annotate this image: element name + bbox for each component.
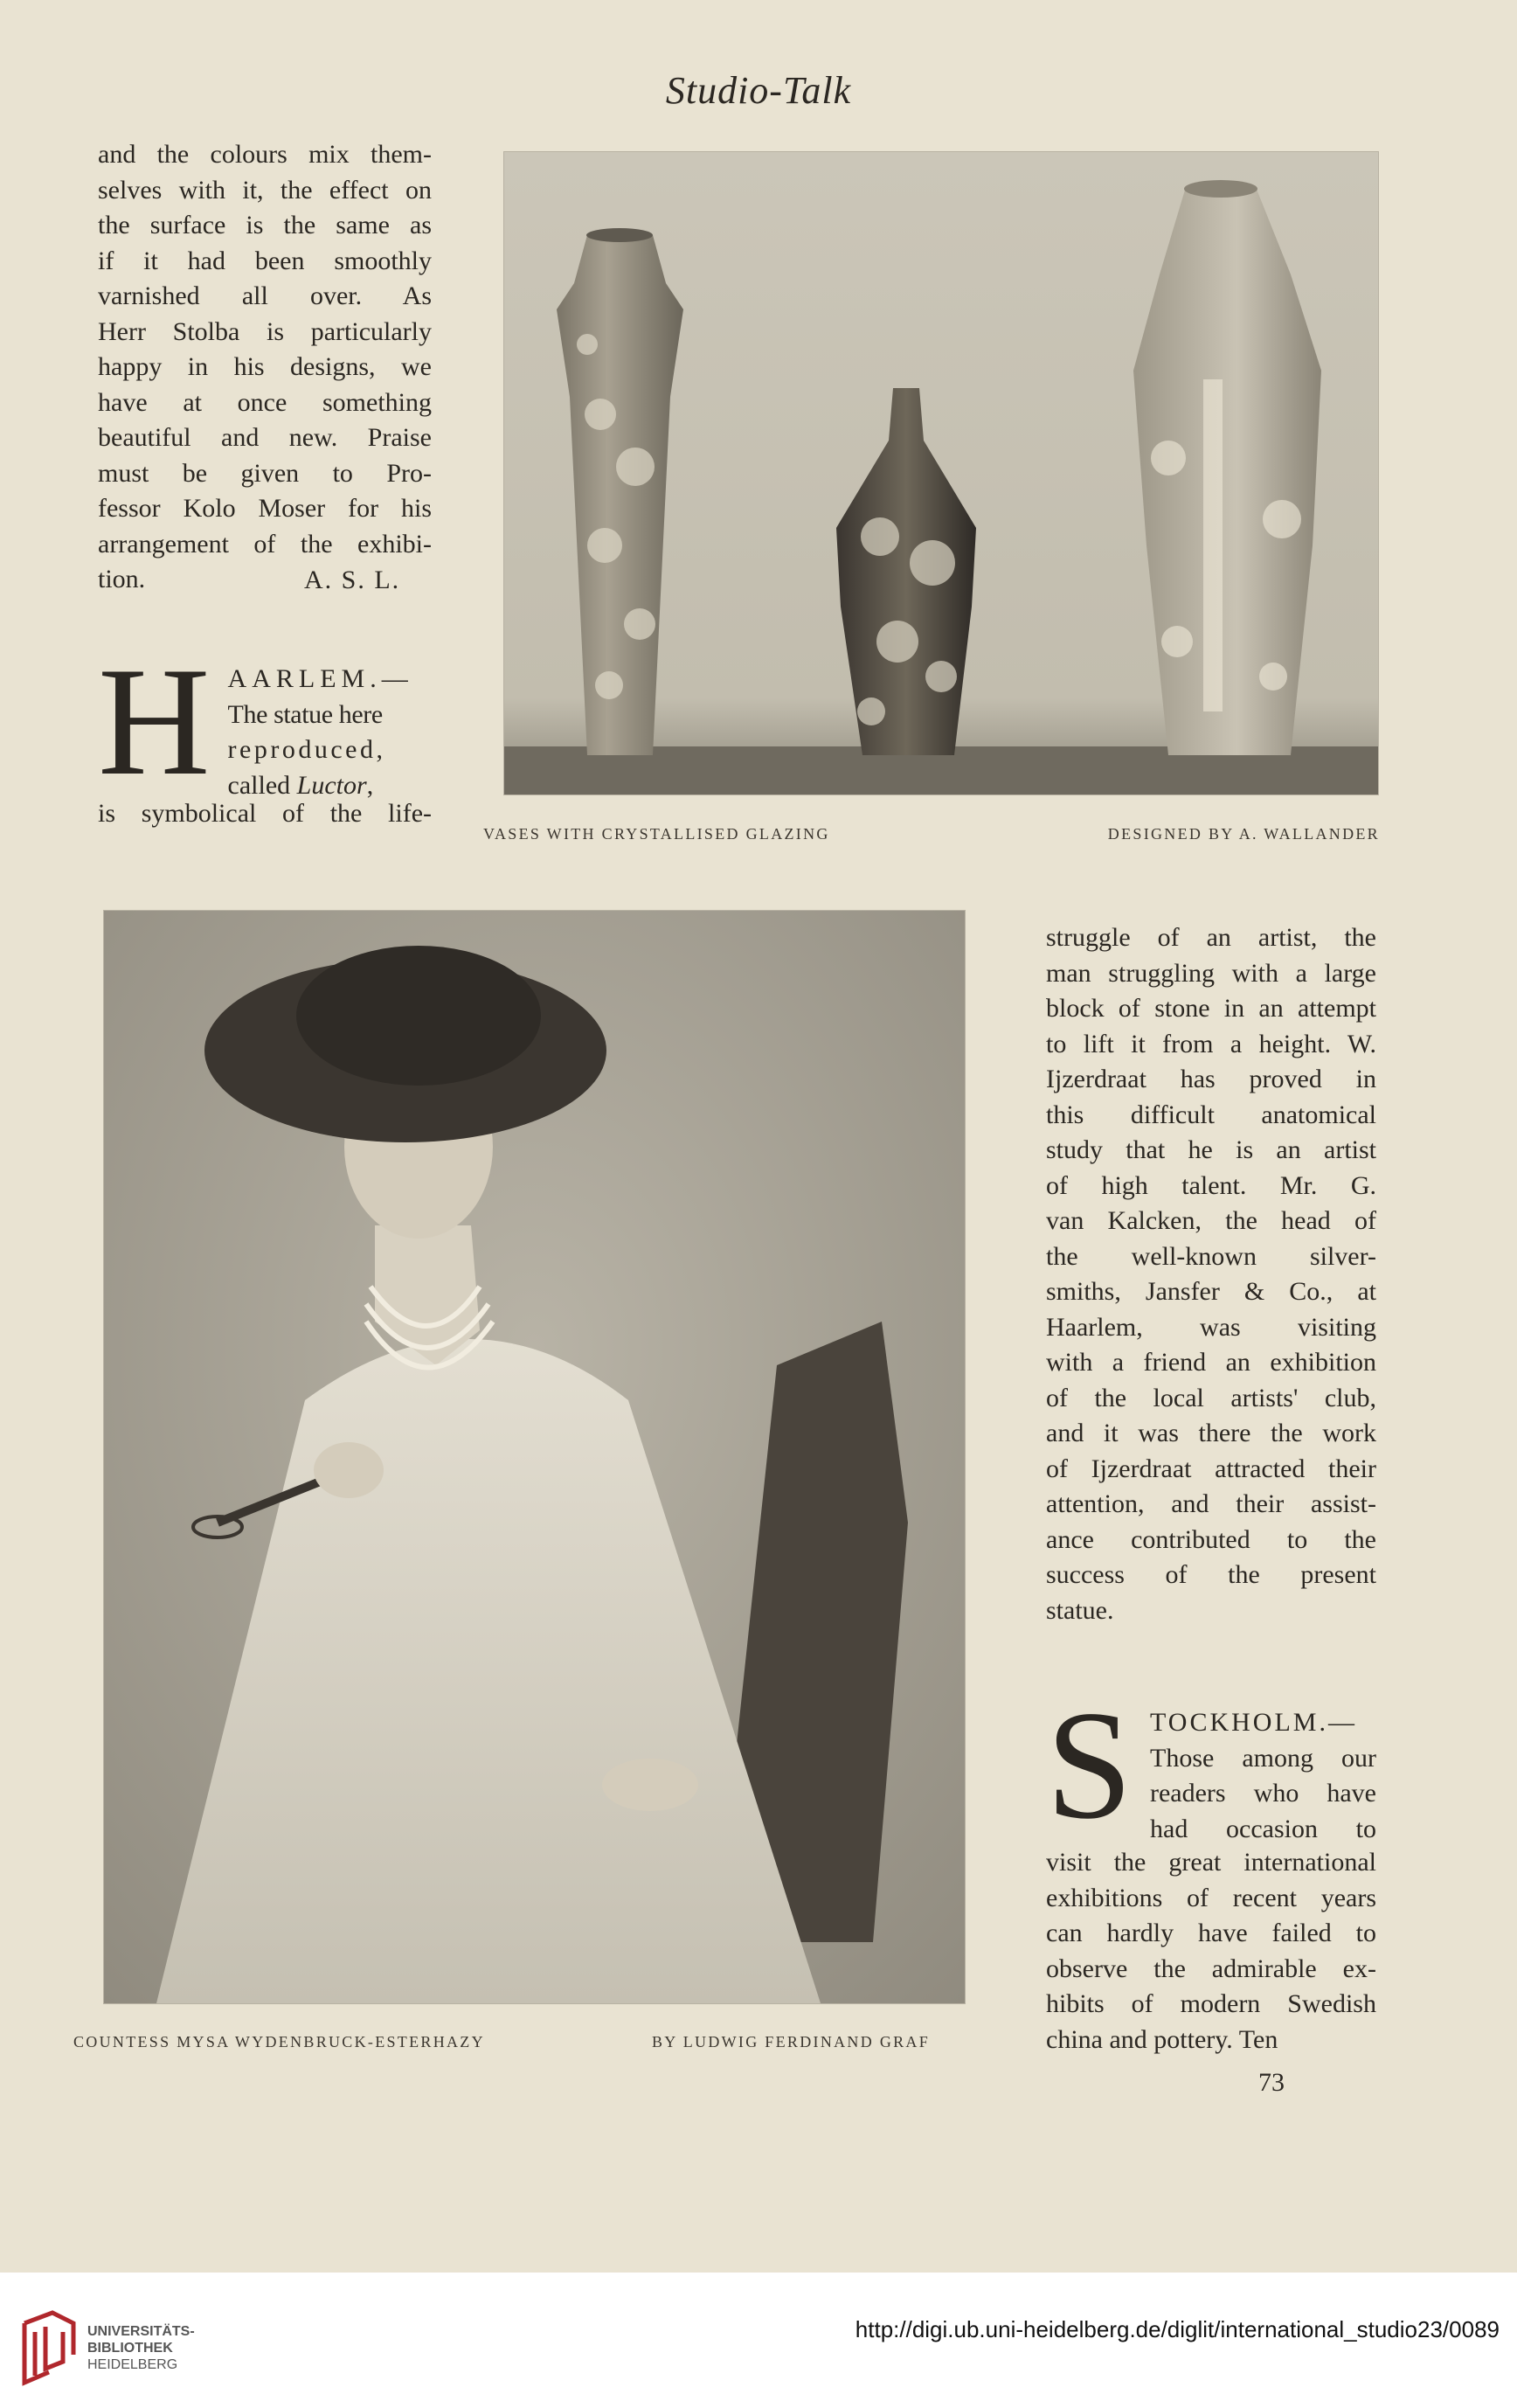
text-line: attention, and their assist-	[1046, 1489, 1376, 1518]
portrait-illustration	[104, 911, 965, 2003]
caption-portrait-right: BY LUDWIG FERDINAND GRAF	[652, 2033, 931, 2051]
stockholm-body	[1046, 1845, 1376, 2058]
text-line: Haarlem, was visiting	[1046, 1312, 1376, 1342]
text-line: smiths, Jansfer & Co., at	[1046, 1277, 1376, 1306]
text-line: to lift it from a height. W.	[1046, 1029, 1376, 1058]
paragraph-stolba	[98, 137, 432, 598]
text-line: happy in his designs, we	[98, 352, 432, 381]
portrait-painting	[103, 910, 966, 2004]
text-line: tion.	[98, 565, 146, 593]
section-stockholm	[1046, 1705, 1376, 2058]
text-line: and it was there the work	[1046, 1419, 1376, 1447]
artwork-title: Luctor	[296, 770, 367, 800]
vases-photograph	[503, 151, 1379, 795]
section-haarlem	[98, 662, 432, 832]
text-line: selves with it, the effect on	[98, 175, 432, 205]
stockholm-line-1: Those among our	[1150, 1743, 1376, 1773]
section-heading-stockholm: TOCKHOLM.—	[1150, 1708, 1357, 1737]
text-line: have at once something	[98, 387, 432, 417]
section-heading-haarlem: AARLEM.—	[227, 664, 413, 693]
text-line: if it had been smoothly	[98, 246, 432, 275]
text-line: block of stone in an attempt	[1046, 994, 1376, 1023]
text-line: arrangement of the exhibi-	[98, 529, 432, 559]
text-line: of high talent. Mr. G.	[1046, 1170, 1376, 1200]
text-line: hibits of modern Swedish	[1046, 1989, 1376, 2018]
vases-illustration	[504, 152, 1378, 795]
text-line: beautiful and new. Praise	[98, 423, 432, 452]
dropcap-s: S	[1046, 1705, 1133, 1849]
haarlem-line-2: reproduced,	[227, 735, 386, 764]
text-line: man struggling with a large	[1046, 958, 1376, 988]
haarlem-line-1: The statue here	[227, 699, 383, 729]
haarlem-last-line: is symbolical of the life-	[98, 799, 432, 828]
text-line: study that he is an artist	[1046, 1135, 1376, 1164]
text-line: van Kalcken, the head of	[1046, 1206, 1376, 1235]
text-line: varnished all over. As	[98, 281, 432, 310]
digitization-footer	[0, 2273, 1517, 2408]
library-name: UNIVERSITÄTS- BIBLIOTHEK HEIDELBERG	[87, 2324, 195, 2372]
dropcap-h: H	[98, 662, 211, 803]
text-line: success of the present	[1046, 1560, 1376, 1589]
caption-portrait-left: COUNTESS MYSA WYDENBRUCK-ESTERHAZY	[73, 2033, 485, 2051]
text-line: must be given to Pro-	[98, 458, 432, 488]
source-url-link[interactable]: http://digi.ub.uni-heidelberg.de/diglit/international_studio23/0089	[855, 2316, 1500, 2342]
paragraph-ijzerdraat	[1046, 920, 1376, 1628]
stockholm-line-3: had occasion to	[1150, 1814, 1376, 1843]
text-line: and the colours mix them-	[98, 140, 432, 169]
text-line: observe the admirable ex-	[1046, 1953, 1376, 1983]
page-number: 73	[1258, 2068, 1285, 2097]
text-line: fessor Kolo Moser for his	[98, 494, 432, 523]
haarlem-line-3: called Luctor,	[227, 770, 374, 800]
text-line: of Ijzerdraat attracted their	[1046, 1454, 1376, 1483]
text-line: exhibitions of recent years	[1046, 1883, 1376, 1912]
text-line: of the local artists' club,	[1046, 1383, 1376, 1412]
caption-vases-right: DESIGNED BY A. WALLANDER	[1107, 825, 1380, 843]
text-line: can hardly have failed to	[1046, 1919, 1376, 1947]
text-line: struggle of an artist, the	[1046, 923, 1376, 952]
text-line: statue.	[1046, 1595, 1114, 1625]
text-line: ance contributed to the	[1046, 1524, 1376, 1554]
stockholm-head	[1046, 1705, 1376, 1849]
running-title: Studio-Talk	[665, 69, 852, 112]
caption-vases-left: VASES WITH CRYSTALLISED GLAZING	[483, 825, 830, 843]
stockholm-line-2: readers who have	[1150, 1779, 1376, 1808]
text-line: china and pottery. Ten	[1046, 2024, 1278, 2054]
text-line: Ijzerdraat has proved in	[1046, 1065, 1376, 1093]
author-signature: A. S. L.	[304, 565, 401, 594]
text-line: Herr Stolba is particularly	[98, 316, 432, 346]
text-line: this difficult anatomical	[1046, 1100, 1376, 1129]
text-line: visit the great international	[1046, 1848, 1376, 1877]
paragraph-lines	[98, 137, 432, 598]
text-line: the well-known silver-	[1046, 1241, 1376, 1271]
haarlem-head	[98, 662, 432, 803]
text-line: with a friend an exhibition	[1046, 1348, 1376, 1377]
text-line: the surface is the same as	[98, 211, 432, 239]
library-logo-icon	[17, 2306, 80, 2390]
